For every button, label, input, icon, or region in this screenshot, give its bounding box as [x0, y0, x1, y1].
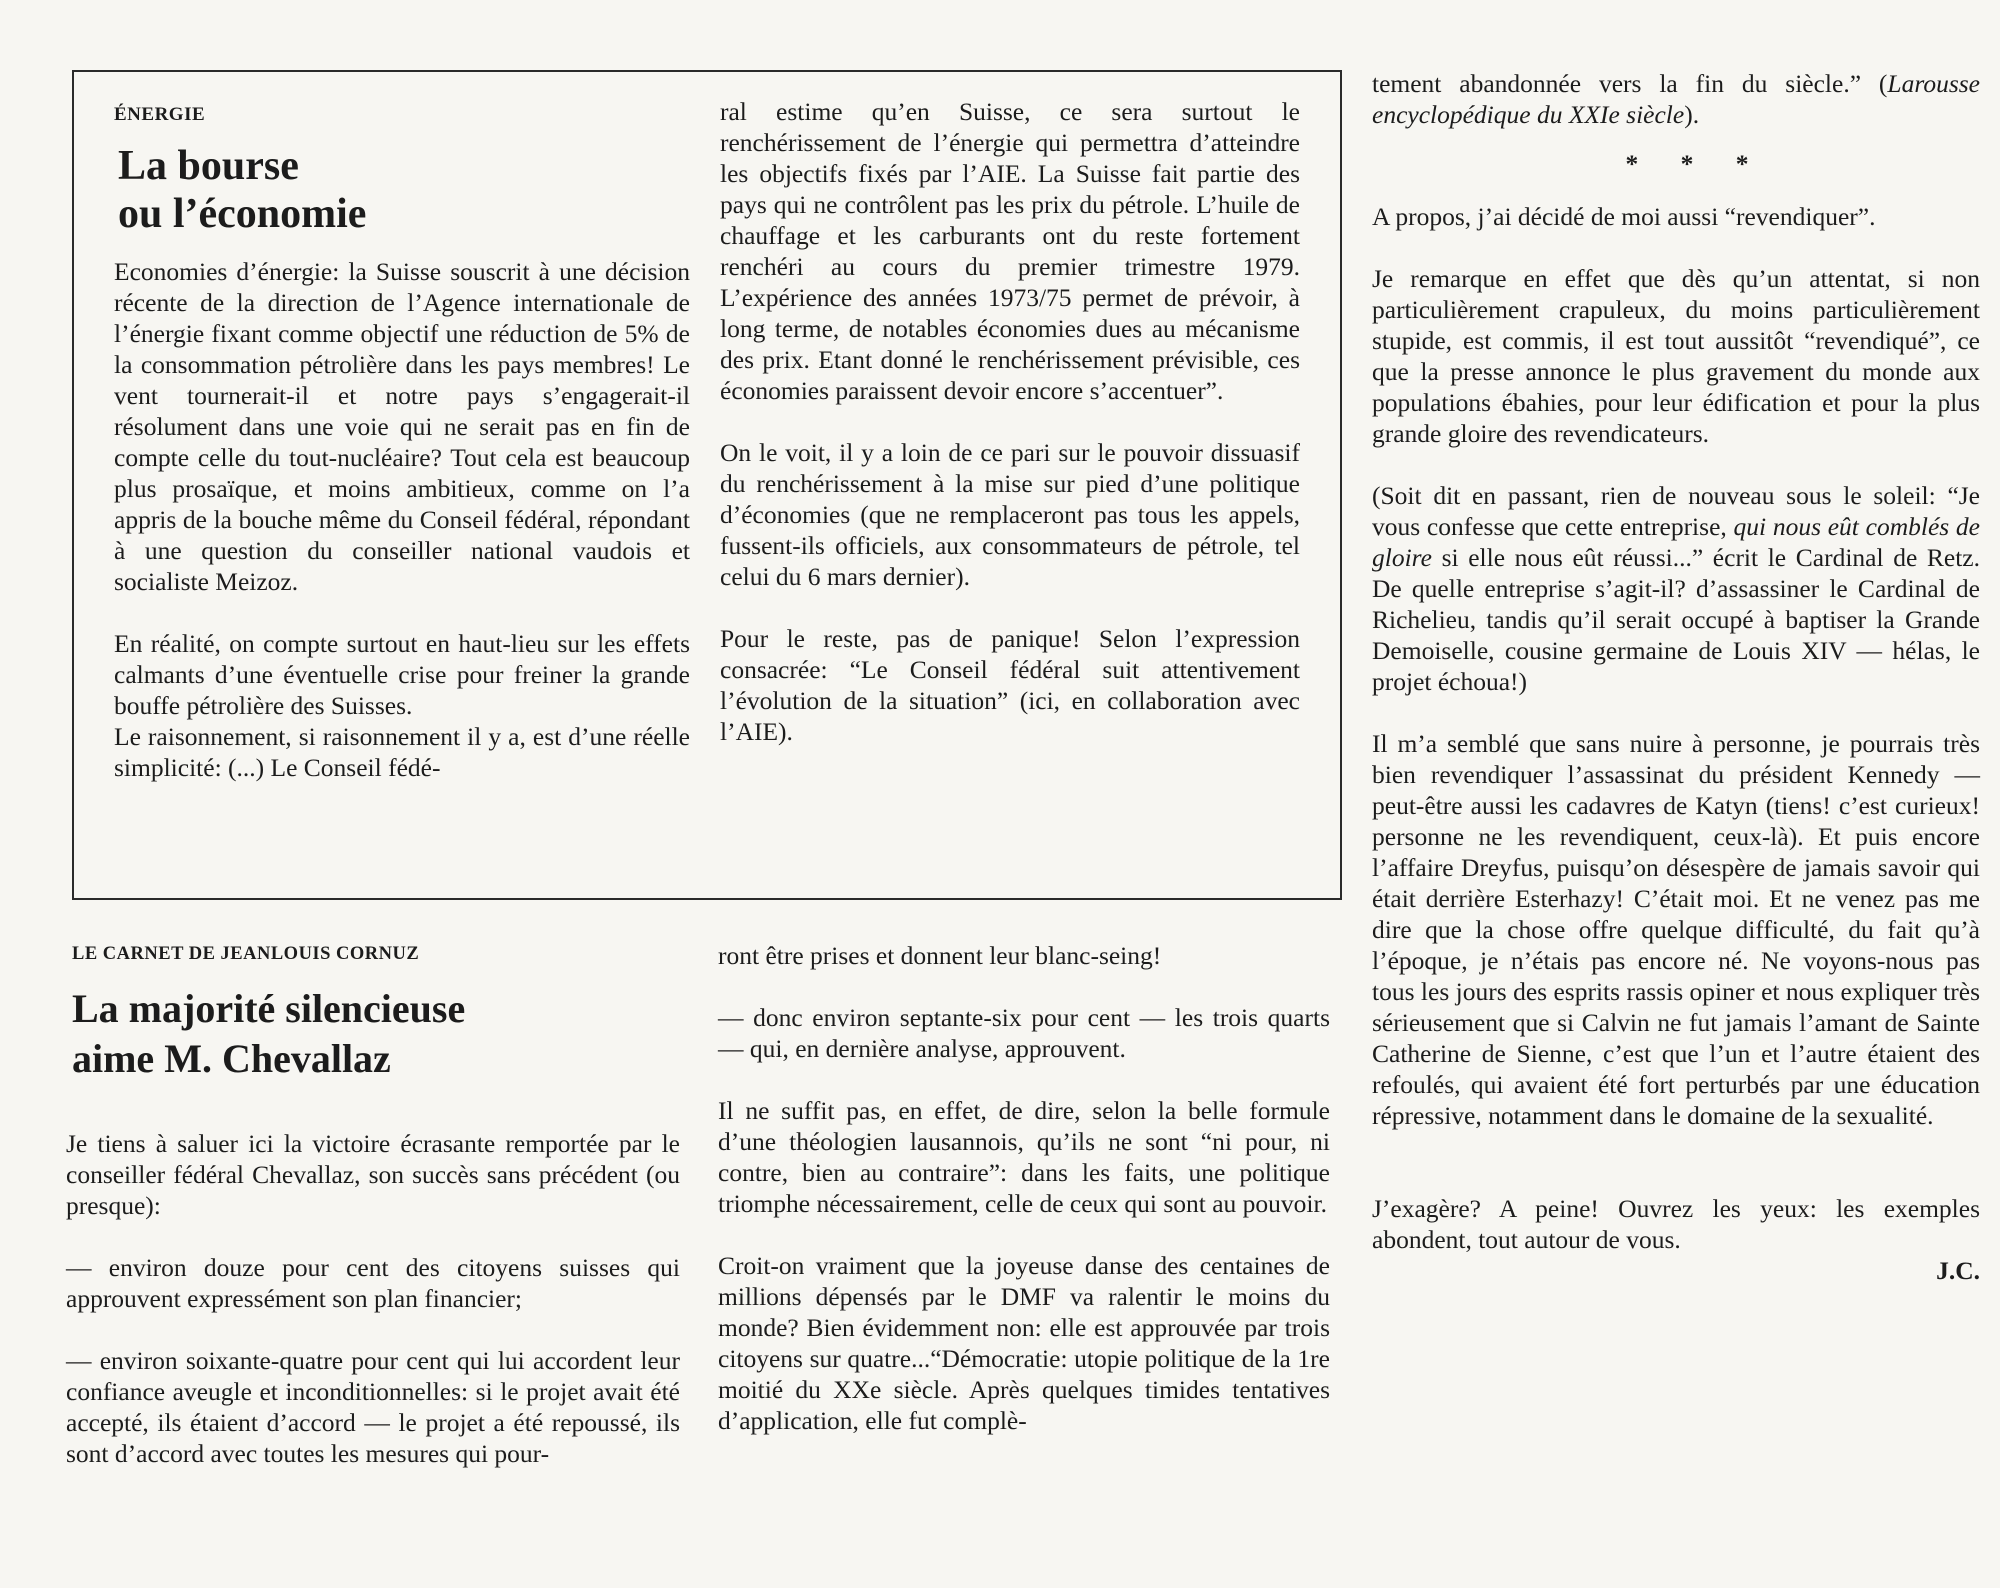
carnet-paragraph: — environ douze pour cent des citoyens suisses qui approuvent expressément son plan financier; [66, 1253, 680, 1313]
energie-paragraph: On le voit, il y a loin de ce pari sur le pouvoir dissuasif du renchérissement à la mise sur pied d’une politique d’économies (que ne remplaceront pas tous les appels, fussent-ils officiels, aux consommateurs de pétrole, tel celui du 6 mars dernier). [720, 438, 1300, 591]
energie-paragraph: Le raisonnement, si raisonnement il y a, est d’une réelle simplicité: (...) Le Conseil fédé- [114, 722, 690, 782]
energie-kicker: ÉNERGIE [114, 104, 206, 125]
text-run: tement abandonnée vers la fin du siècle.” ( [1372, 69, 1888, 98]
energie-headline-line1: La bourse [118, 143, 299, 189]
carnet-column-3 [1372, 68, 1980, 1286]
carnet-column-2 [718, 940, 1330, 1436]
carnet-paragraph: Je remarque en effet que dès qu’un attentat, si non particulièrement crapuleux, du moins particulièrement stupide, est commis, il est tout aussitôt “revendiqué”, ce que la presse annonce le plus gravement du monde aux populations ébahies, pour leur édification et pour la plus grande gloire des revendicateurs. [1372, 264, 1980, 448]
carnet-paragraph [1372, 480, 1980, 697]
text-run: ). [1684, 100, 1700, 129]
energie-paragraph: Economies d’énergie: la Suisse souscrit à une décision récente de la direction de l’Agence internationale de l’énergie fixant comme objectif une réduction de 5% de la consommation pétrolière dans les pays membres! Le vent tournerait-il et notre pays s’engagerait-il résolument dans une voie qui ne serait pas en fin de compte celle du tout-nucléaire? Tout cela est beaucoup plus prosaïque, et moins ambitieux, comme on l’a appris de la bouche même du Conseil fédéral, répondant à une question du conseiller national vaudois et socialiste Meizoz. [114, 257, 690, 596]
text-run: (Soit dit en passant, rien de nouveau sous le soleil: “Je vous confesse que cette entreprise, [1372, 481, 1980, 541]
section-separator-stars: * * * [1625, 149, 1767, 178]
energie-paragraph: En réalité, on compte surtout en haut-lieu sur les effets calmants d’une éventuelle crise pour freiner la grande bouffe pétrolière des Suisses. [114, 629, 690, 720]
carnet-kicker: LE CARNET DE JEANLOUIS CORNUZ [72, 944, 420, 964]
carnet-headline-line2: aime M. Chevallaz [72, 1036, 391, 1081]
carnet-column-1 [66, 1128, 680, 1469]
energie-column-1 [114, 256, 690, 783]
energie-headline [118, 142, 538, 238]
carnet-paragraph: Il m’a semblé que sans nuire à personne, je pourrais très bien revendiquer l’assassinat du président Kennedy — peut-être aussi les cadavres de Katyn (tiens! c’est curieux! personne ne les revendiquent, ceux-là). Et puis encore l’affaire Dreyfus, puisqu’on désespère de jamais savoir qui était derrière Esterhazy! C’était moi. Et ne venez pas me dire que la chose offre quelque difficulté, du fait qu’à l’époque, je n’étais pas encore né. Ne voyons-nous pas tous les jours des esprits rassis opiner et nous expliquer très sérieusement que si Calvin ne fut jamais l’amant de Sainte Catherine de Sienne, c’est que l’un et l’autre étaient des refoulés, qui avaient été fort perturbés par une éducation répressive, notamment dans le domaine de la sexualité. [1372, 729, 1980, 1130]
energie-paragraph: Pour le reste, pas de panique! Selon l’expression consacrée: “Le Conseil fédéral suit attentivement l’évolution de la situation” (ici, en collaboration avec l’AIE). [720, 624, 1300, 746]
italic-citation: Larousse encyclopédique du XXIe siècle [1372, 69, 1980, 129]
energie-column-2 [720, 96, 1300, 747]
author-signature: J.C. [1936, 1256, 1980, 1285]
energie-headline-line2: ou l’économie [118, 191, 367, 237]
carnet-paragraph: J’exagère? A peine! Ouvrez les yeux: les exemples abondent, tout autour de vous. [1372, 1194, 1980, 1254]
carnet-headline-line1: La majorité silencieuse [72, 986, 466, 1031]
carnet-paragraph: Il ne suffit pas, en effet, de dire, selon la belle formule d’une théologien lausannois, qu’ils ne sont “ni pour, ni contre, bien au contraire”: dans les faits, une politique triomphe nécessairement, celle de ceux qui sont au pouvoir. [718, 1096, 1330, 1218]
carnet-paragraph: ront être prises et donnent leur blanc-seing! [718, 941, 1162, 970]
text-run: si elle nous eût réussi...” écrit le Cardinal de Retz. De quelle entreprise s’agit-il? d’assassiner le Cardinal de Richelieu, tandis qu’il serait occupé à baptiser la Grande Demoiselle, cousine germaine de Louis XIV — hélas, le projet échoua!) [1372, 543, 1980, 696]
carnet-paragraph: — environ soixante-quatre pour cent qui lui accordent leur confiance aveugle et inconditionnelles: si le projet avait été accepté, ils étaient d’accord — le projet a été repoussé, ils sont d’accord avec toutes les mesures qui pour- [66, 1346, 680, 1468]
carnet-paragraph: A propos, j’ai décidé de moi aussi “revendiquer”. [1372, 202, 1876, 231]
carnet-paragraph: Je tiens à saluer ici la victoire écrasante remportée par le conseiller fédéral Chevallaz, son succès sans précédent (ou presque): [66, 1129, 680, 1220]
carnet-paragraph: Croit-on vraiment que la joyeuse danse des centaines de millions dépensés par le DMF va ralentir le moins du monde? Bien évidemment non: elle est approuvée par trois citoyens sur quatre...“Démocratie: utopie politique de la 1re moitié du XXe siècle. Après quelques timides tentatives d’application, elle fut complè- [718, 1251, 1330, 1435]
carnet-paragraph [1372, 68, 1980, 130]
carnet-headline [72, 984, 672, 1084]
energie-paragraph: ral estime qu’en Suisse, ce sera surtout le renchérissement de l’énergie qui permettra d’atteindre les objectifs fixés par l’AIE. La Suisse fait partie des pays qui ne contrôlent pas les prix du pétrole. L’huile de chauffage et les carburants ont du reste fortement renchéri au cours du premier trimestre 1979. L’expérience des années 1973/75 permet de prévoir, à long terme, de notables économies dues au mécanisme des prix. Etant donné le renchérissement prévisible, ces économies paraissent devoir encore s’accentuer”. [720, 97, 1300, 405]
carnet-paragraph: — donc environ septante-six pour cent — les trois quarts — qui, en dernière analyse, approuvent. [718, 1003, 1330, 1063]
italic-quote: qui nous eût comblés de gloire [1372, 512, 1980, 572]
